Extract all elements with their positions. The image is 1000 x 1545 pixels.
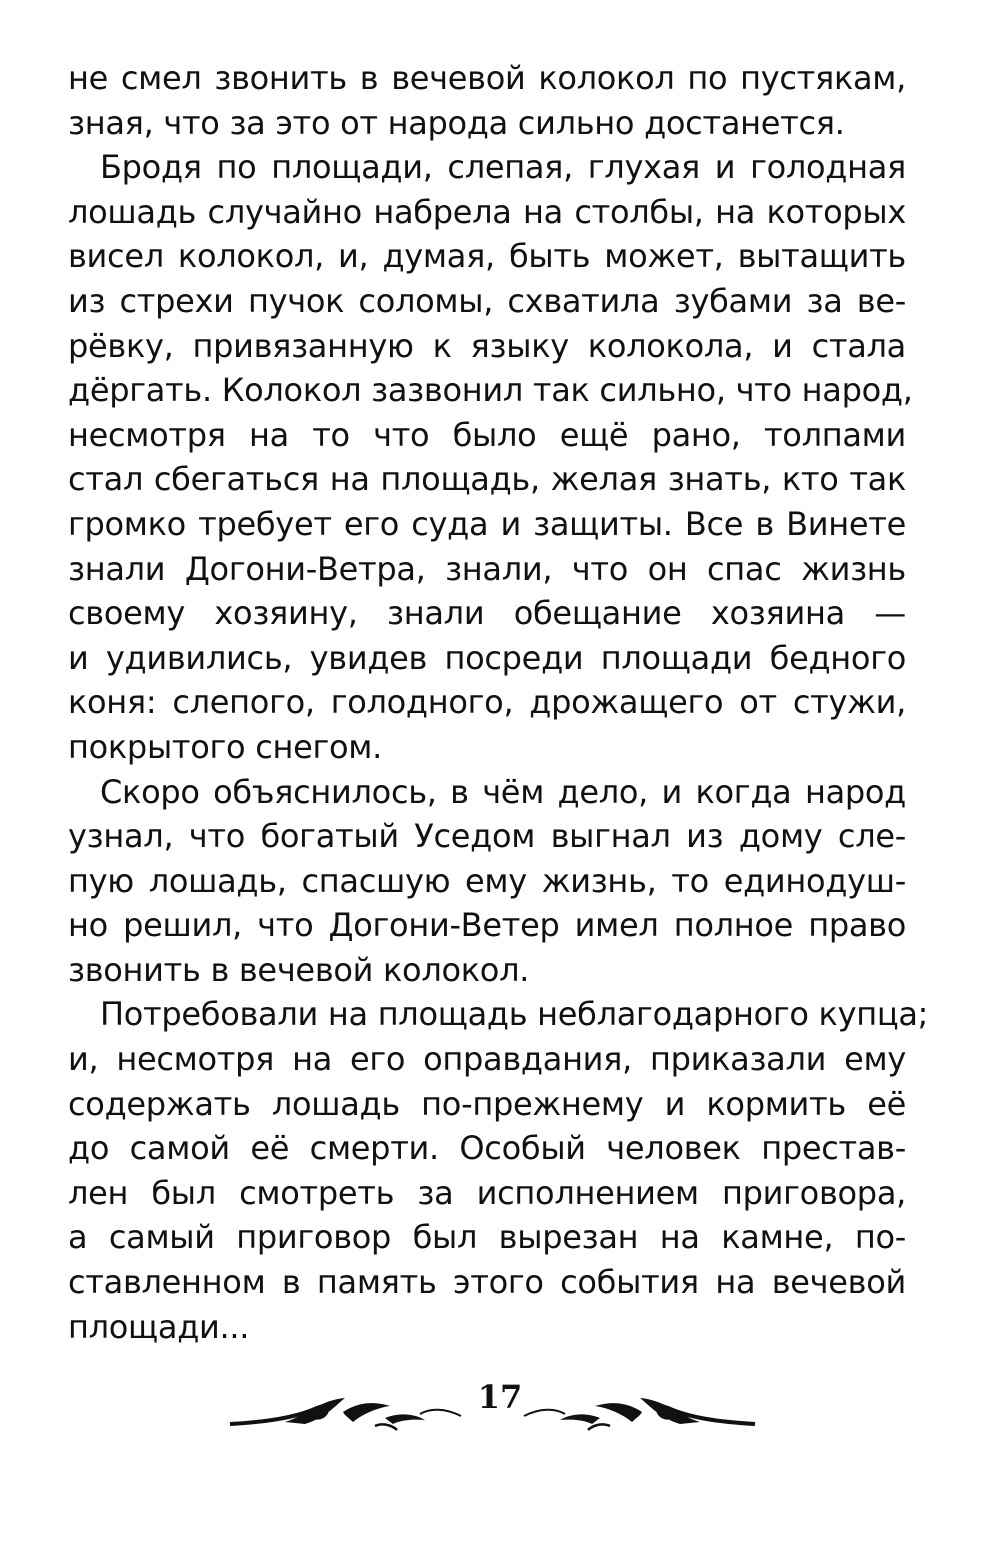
paragraph-4 [68, 992, 929, 1349]
text-line: Скоро объяснилось, в чём дело, и когда народ [100, 772, 906, 811]
text-line: и удивились, увидев посреди площади бедного [68, 638, 906, 677]
text-line: лен был смотреть за исполнением приговора, [68, 1173, 906, 1212]
text-line: не смел звонить в вечевой колокол по пустякам, [68, 59, 906, 97]
text-line: дёргать. Колокол зазвонил так сильно, что народ, [68, 371, 913, 410]
paragraph-2 [68, 145, 913, 769]
text-line: до самой её смерти. Особый человек престав- [68, 1129, 906, 1168]
text-line: ставленном в память этого события на вечевой [68, 1263, 906, 1302]
text-line: а самый приговор был вырезан на камне, по- [68, 1218, 906, 1257]
text-line: коня: слепого, голодного, дрожащего от стужи, [68, 683, 906, 722]
text-line: знали Догони-Ветра, знали, что он спас жизнь [68, 549, 906, 588]
flourish-right-ornament-icon [520, 1386, 760, 1436]
text-line: Потребовали на площадь неблагодарного купца; [100, 995, 929, 1034]
text-line: узнал, что богатый Уседом выгнал из дому сле- [68, 817, 906, 856]
page-number: 17 [477, 1378, 523, 1416]
text-line: но решил, что Догони-Ветер имел полное право [68, 906, 906, 945]
text-line: стал сбегаться на площадь, желая знать, кто так [68, 460, 906, 499]
page-footer [0, 1372, 1000, 1442]
text-line: Бродя по площади, слепая, глухая и голодная [100, 148, 906, 187]
text-line: из стрехи пучок соломы, схватила зубами за ве- [68, 281, 906, 320]
text-line: лошадь случайно набрела на столбы, на которых [68, 192, 906, 231]
text-line: площади... [68, 1307, 250, 1346]
paragraph-3 [68, 770, 906, 993]
text-line: своему хозяину, знали обещание хозяина — [68, 594, 906, 633]
text-line: покрытого снегом. [68, 727, 382, 766]
text-line: звонить в вечевой колокол. [68, 950, 530, 989]
text-line: пую лошадь, спасшую ему жизнь, то единодуш- [68, 861, 906, 900]
text-line: и, несмотря на его оправдания, приказали ему [68, 1040, 906, 1079]
text-line: висел колокол, и, думая, быть может, вытащить [68, 237, 906, 276]
book-page-text [68, 56, 929, 1349]
text-line: зная, что за это от народа сильно достанется. [68, 103, 845, 142]
paragraph-1 [68, 56, 906, 145]
text-line: громко требует его суда и защиты. Все в Винете [68, 504, 906, 543]
text-line: рёвку, привязанную к языку колокола, и стала [68, 326, 906, 365]
text-line: содержать лошадь по-прежнему и кормить её [68, 1084, 906, 1123]
text-line: несмотря на то что было ещё рано, толпами [68, 415, 906, 454]
